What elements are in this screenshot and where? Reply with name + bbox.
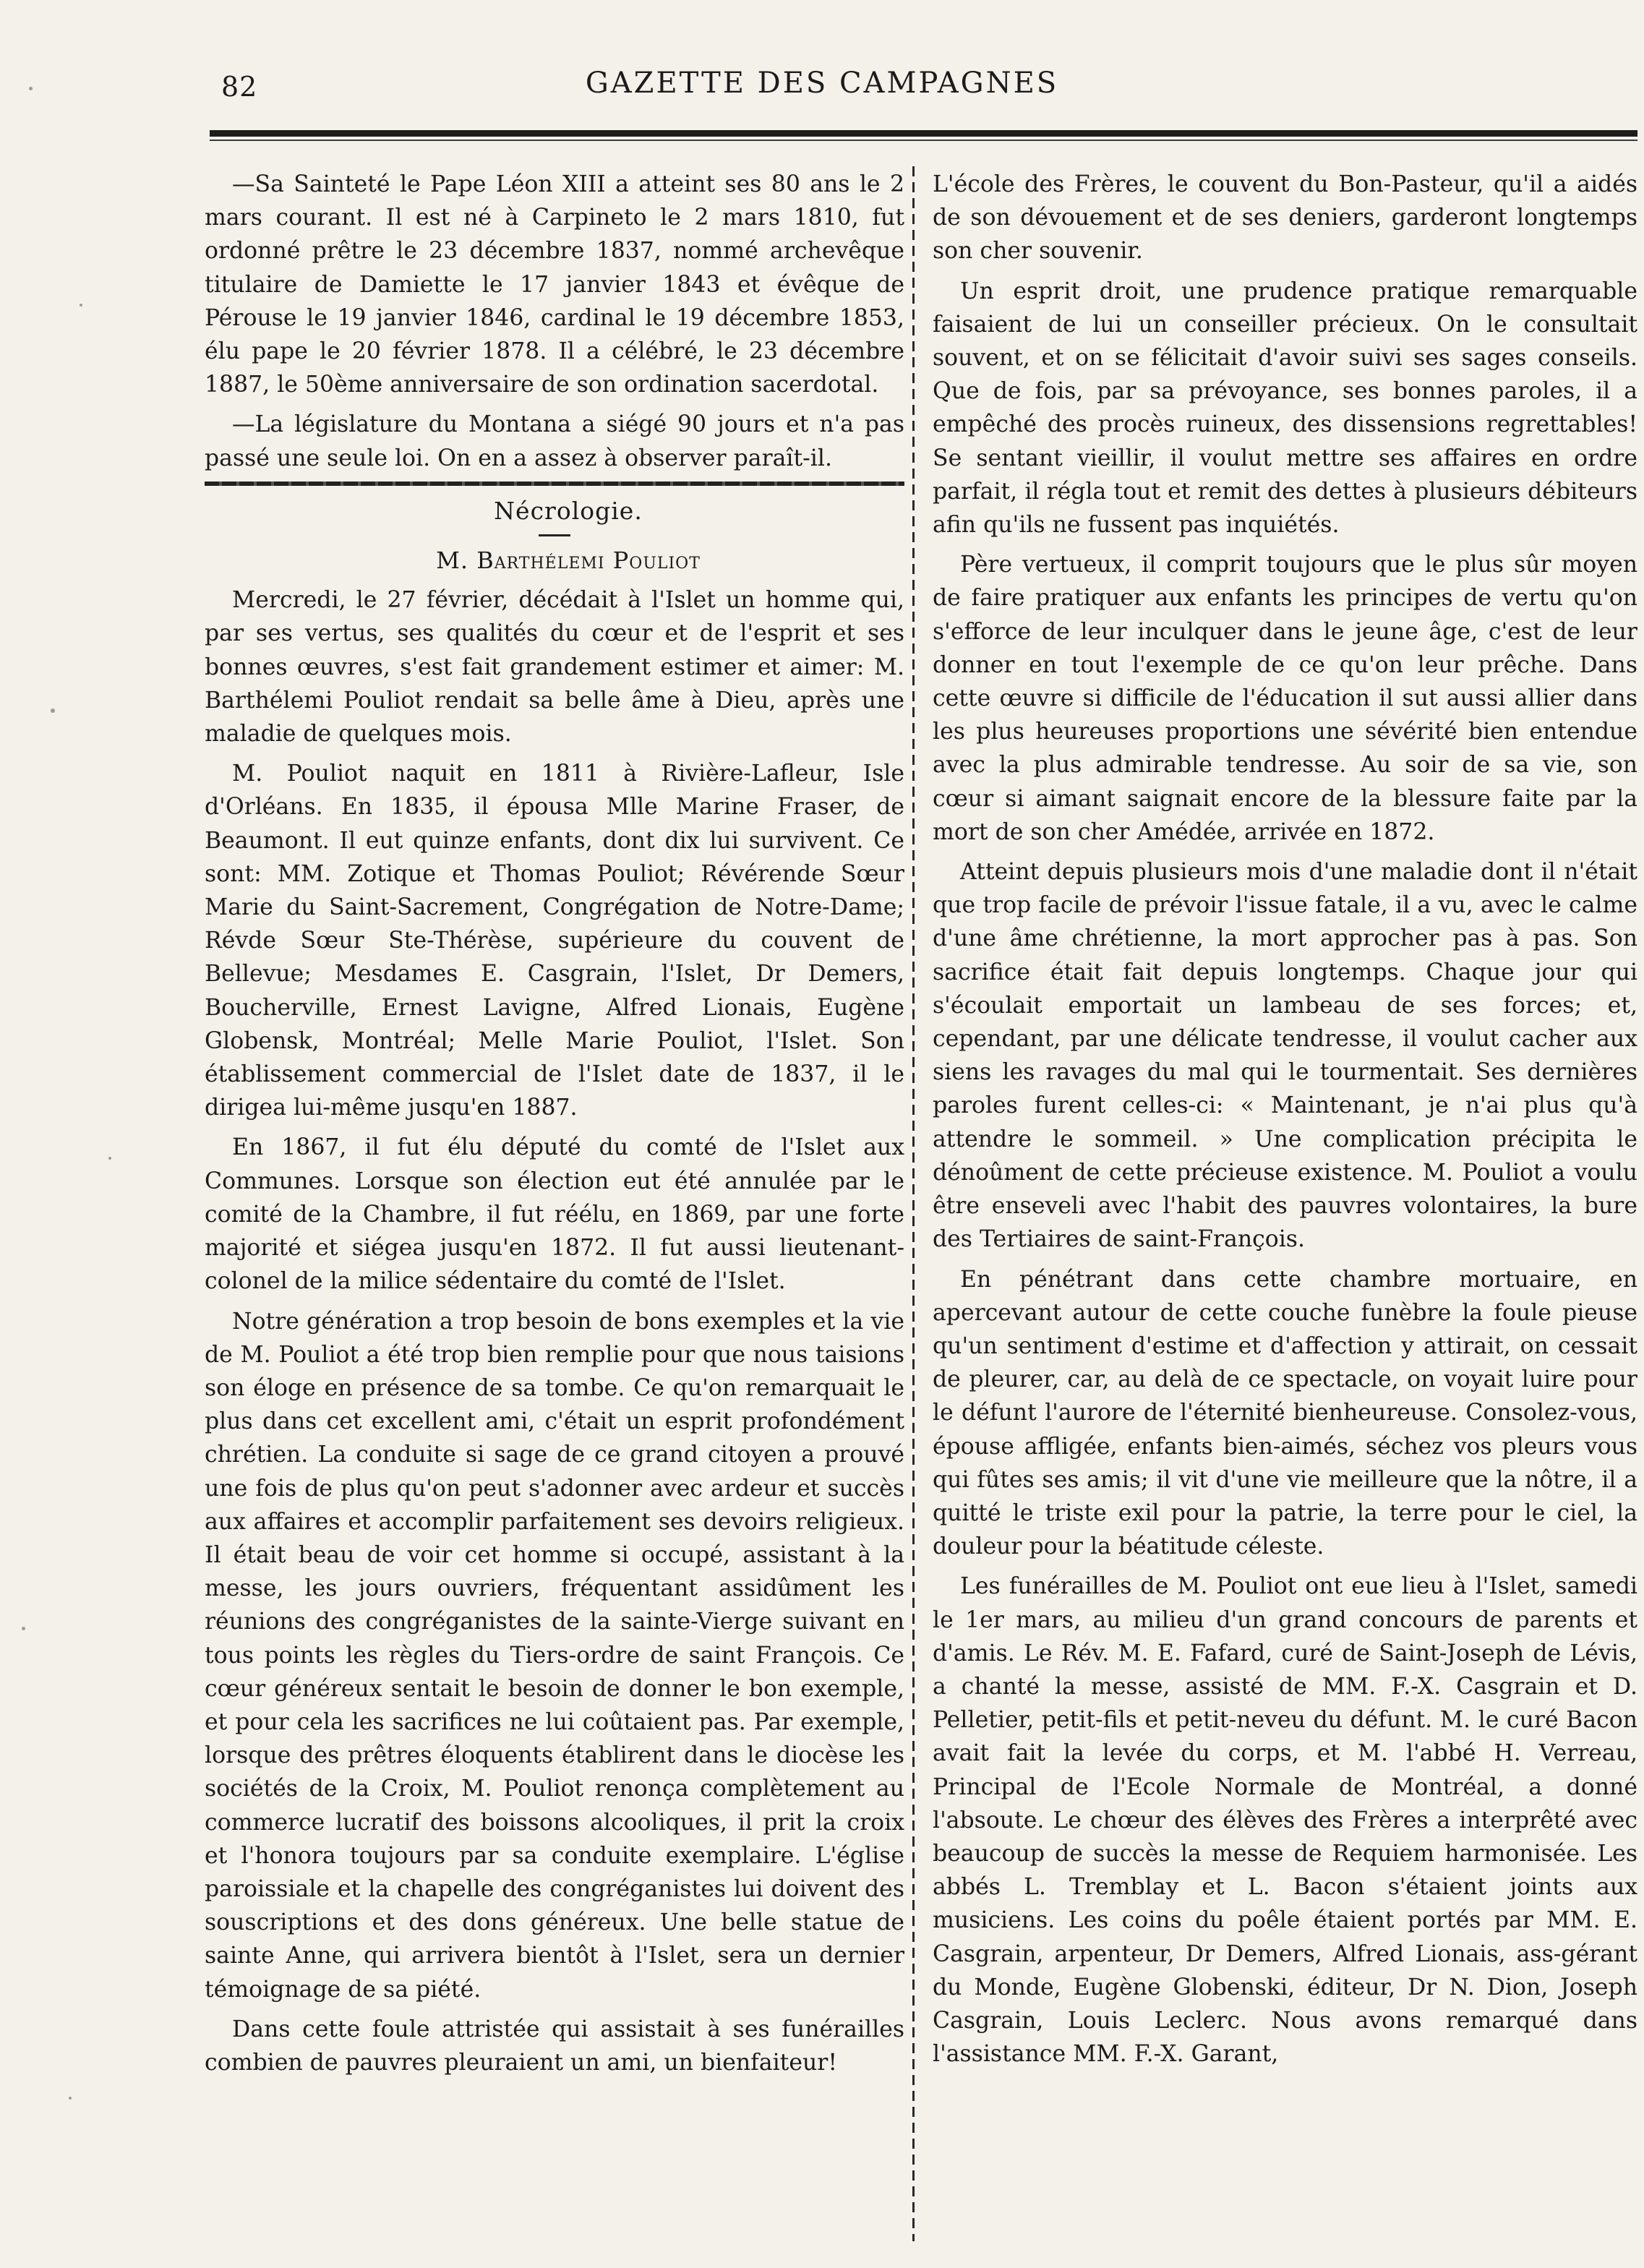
section-separator bbox=[205, 482, 904, 486]
paper-speck bbox=[108, 1157, 111, 1160]
page-number: 82 bbox=[221, 71, 258, 103]
obituary-paragraph-6: L'école des Frères, le couvent du Bon-Pasteur, qu'il a aidés de son dévouement et de ses deniers, garderont longtemps son cher souvenir. bbox=[933, 171, 1637, 265]
header-rule-thin bbox=[210, 140, 1637, 141]
obituary-paragraph-2: M. Pouliot naquit en 1811 à Rivière-Lafleur, Isle d'Orléans. En 1835, il épousa Mlle Marine Fraser, de Beaumont. Il eut quinze enfants, dont dix lui survivent. Ce sont: MM. Zotique et Thomas Pouliot; Révérende Sœur Marie du Saint-Sacrement, Congrégation de Notre-Dame; Révde Sœur Ste-Thérèse, supérieure du couvent de Bellevue; Mesdames E. Casgrain, l'Islet, Dr Demers, Boucherville, Ernest Lavigne, Alfred Lionais, Eugène Globensk, Montréal; Melle Marie Pouliot, l'Islet. Son établissement commercial de l'Islet date de 1837, il le dirigea lui-même jusqu'en 1887. bbox=[205, 761, 904, 1121]
obituary-paragraph-8: Père vertueux, il comprit toujours que le plus sûr moyen de faire pratiquer aux enfants les principes de vertu qu'on s'efforce de leur inculquer dans le jeune âge, c'est de leur donner en tout l'exemple de ce qu'on leur prêche. Dans cette œuvre si difficile de l'éducation il sut aussi allier dans les plus heureuses proportions une sévérité bien entendue avec la plus admirable tendresse. Au soir de sa vie, son cœur si aimant saignait encore de la blessure faite par la mort de son cher Amédée, arrivée en 1872. bbox=[933, 552, 1637, 845]
section-title: Nécrologie. bbox=[494, 496, 643, 525]
obituary-paragraph-7: Un esprit droit, une prudence pratique remarquable faisaient de lui un conseiller précieux. On le consultait souvent, et on se félicitait d'avoir suivi ses sages conseils. Que de fois, par sa prévoyance, ses bonnes paroles, il a empêché des procès ruineux, des dissensions regrettables! Se sentant vieillir, il voulut mettre ses affaires en ordre parfait, il régla tout et remit des dettes à plusieurs débiteurs afin qu'ils ne fussent pas inquiétés. bbox=[933, 278, 1637, 539]
title-dash bbox=[539, 534, 570, 536]
obituary-paragraph-5: Dans cette foule attristée qui assistait à ses funérailles combien de pauvres pleuraient un ami, un bienfaiteur! bbox=[205, 2016, 904, 2076]
left-column bbox=[205, 168, 904, 2086]
obituary-paragraph-11: Les funérailles de M. Pouliot ont eue lieu à l'Islet, samedi le 1er mars, au milieu d'un grand concours de parents et d'amis. Le Rév. M. E. Fafard, curé de Saint-Joseph de Lévis, a chanté la messe, assisté de MM. F.-X. Casgrain et D. Pelletier, petit-fils et petit-neveu du défunt. M. le curé Bacon avait fait la levée du corps, et M. l'abbé H. Verreau, Principal de l'Ecole Normale de Montréal, a donné l'absoute. Le chœur des élèves des Frères a interprêté avec beaucoup de succès la messe de Requiem harmonisée. Les abbés L. Tremblay et L. Bacon s'étaient joints aux musiciens. Les coins du poêle étaient portés par MM. E. Casgrain, arpenteur, Dr Demers, Alfred Lionais, ass-gérant du Monde, Eugène Globenski, éditeur, Dr N. Dion, Joseph Casgrain, Louis Leclerc. Nous avons remarqué dans l'assistance MM. F.-X. Garant, bbox=[933, 1573, 1637, 2068]
obituary-paragraph-9: Atteint depuis plusieurs mois d'une maladie dont il n'était que trop facile de prévoir l'issue fatale, il a vu, avec le calme d'une âme chrétienne, la mort approcher pas à pas. Son sacrifice était fait depuis longtemps. Chaque jour qui s'écoulait emportait un lambeau de ses forces; et, cependant, par une délicate tendresse, il voulut cacher aux siens les ravages du mal qui le tourmentait. Ses dernières paroles furent celles-ci: « Maintenant, je n'ai plus qu'à attendre le sommeil. » Une complication précipita le dénoûment de cette précieuse existence. M. Pouliot a voulu être enseveli avec l'habit des pauvres volontaires, la bure des Tertiaires de saint-François. bbox=[933, 859, 1637, 1253]
paper-speck bbox=[22, 1627, 25, 1630]
paper-speck bbox=[29, 87, 33, 90]
obituary-paragraph-1: Mercredi, le 27 février, décédait à l'Islet un homme qui, par ses vertus, ses qualités du cœur et de l'esprit et ses bonnes œuvres, s'est fait grandement estimer et aimer: M. Barthélemi Pouliot rendait sa belle âme à Dieu, après une maladie de quelques mois. bbox=[205, 587, 904, 748]
column-divider bbox=[912, 166, 915, 2241]
news-item-montana: —La législature du Montana a siégé 90 jours et n'a pas passé une seule loi. On en a assez à observer paraît-il. bbox=[205, 411, 904, 471]
running-head-title: GAZETTE DES CAMPAGNES bbox=[585, 67, 1059, 100]
obituary-paragraph-4: Notre génération a trop besoin de bons exemples et la vie de M. Pouliot a été trop bien remplie pour que nous taisions son éloge en présence de sa tombe. Ce qu'on remarquait le plus dans cet excellent ami, c'était un esprit profondément chrétien. La conduite si sage de ce grand citoyen a prouvé une fois de plus qu'on peut s'adonner avec ardeur et succès aux affaires et accomplir parfaitement ses devoirs religieux. Il était beau de voir cet homme si occupé, assistant à la messe, les jours ouvriers, fréquentant assidûment les réunions des congréganistes de la sainte-Vierge suivant en tous points les règles du Tiers-ordre de saint François. Ce cœur généreux sentait le besoin de donner le bon exemple, et pour cela les sacrifices ne lui coûtaient pas. Par exemple, lorsque des prêtres éloquents établirent dans le diocèse les sociétés de la Croix, M. Pouliot renonça complètement au commerce lucratif des boissons alcooliques, il prit la croix et l'honora toujours par sa conduite exemplaire. L'église paroissiale et la chapelle des congréganistes lui doivent des souscriptions et des dons généreux. Une belle statue de sainte Anne, qui arrivera bientôt à l'Islet, sera un dernier témoignage de sa piété. bbox=[205, 1308, 904, 2003]
header-rule bbox=[210, 130, 1637, 137]
paper-speck bbox=[80, 304, 82, 307]
obituary-paragraph-3: En 1867, il fut élu député du comté de l'Islet aux Communes. Lorsque son élection eut été annulée par le comité de la Chambre, il fut réélu, en 1869, par une forte majorité et siégea jusqu'en 1872. Il fut aussi lieutenant-colonel de la milice sédentaire du comté de l'Islet. bbox=[205, 1134, 904, 1295]
news-item-pope: —Sa Sainteté le Pape Léon XIII a atteint ses 80 ans le 2 mars courant. Il est né à Carpineto le 2 mars 1810, fut ordonné prêtre le 23 décembre 1837, nommé archevêque titulaire de Damiette le 17 janvier 1843 et évêque de Pérouse le 19 janvier 1846, cardinal le 19 décembre 1853, élu pape le 20 février 1878. Il a célébré, le 23 décembre 1887, le 50ème anniversaire de son ordination sacerdotal. bbox=[205, 171, 904, 398]
obituary-paragraph-10: En pénétrant dans cette chambre mortuaire, en apercevant autour de cette couche funèbre la foule pieuse qu'un sentiment d'estime et d'affection y attirait, on cessait de pleurer, car, au delà de ce spectacle, on voyait luire pour le défunt l'aurore de l'éternité bienheureuse. Consolez-vous, épouse affligée, enfants bien-aimés, séchez vos pleurs vous qui fûtes ses amis; il vit d'une vie meilleure que la nôtre, il a quitté le triste exil pour la patrie, la terre pour le ciel, la douleur pour la béatitude céleste. bbox=[933, 1266, 1637, 1560]
obituary-name: M. Barthélemi Pouliot bbox=[436, 547, 701, 575]
paper-speck bbox=[69, 2097, 72, 2100]
paper-speck bbox=[51, 709, 55, 713]
right-column bbox=[933, 168, 1637, 2077]
